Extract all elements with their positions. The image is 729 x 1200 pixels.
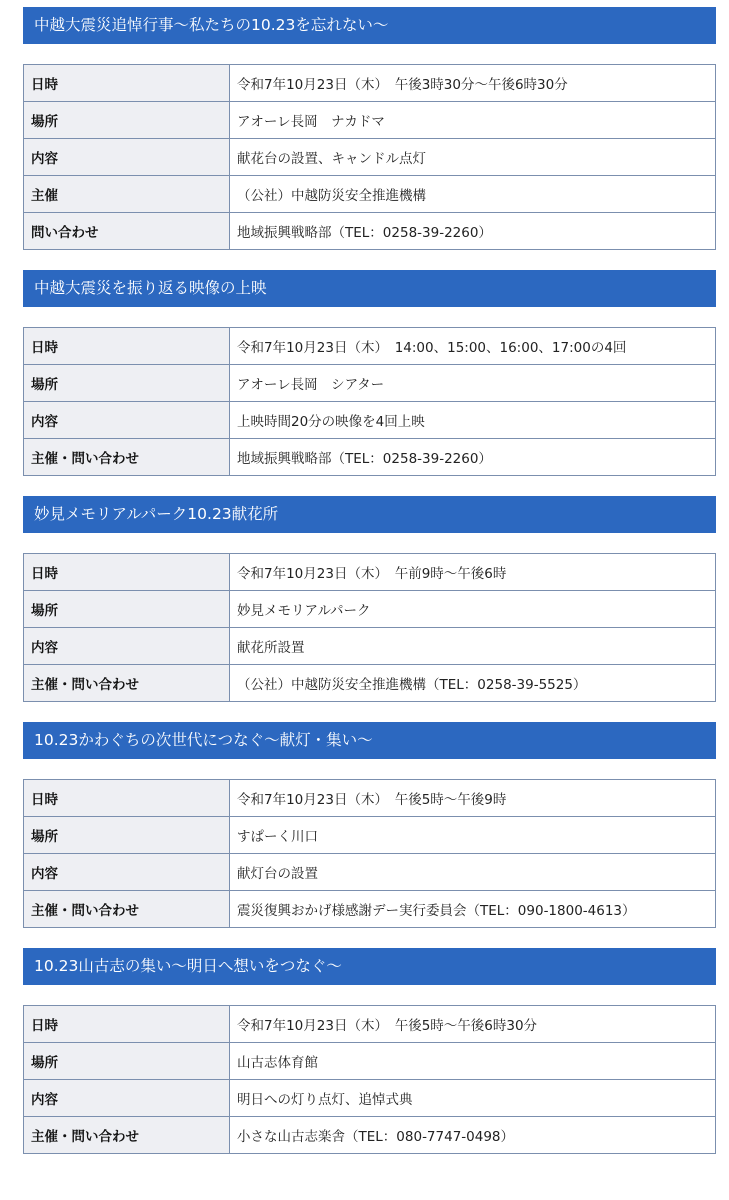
table-row	[24, 665, 716, 702]
table-row	[24, 139, 716, 176]
table-row	[24, 176, 716, 213]
event-section-screening	[23, 270, 716, 476]
section-heading: 妙見メモリアルパーク10.23献花所	[23, 496, 716, 533]
event-info-table	[23, 327, 716, 476]
row-label: 内容	[24, 402, 230, 439]
section-heading: 中越大震災追悼行事〜私たちの10.23を忘れない〜	[23, 7, 716, 44]
row-value: 令和7年10月23日（木） 午後5時〜午後9時	[230, 780, 716, 817]
row-value: アオーレ長岡 シアター	[230, 365, 716, 402]
row-value: 地域振興戦略部（TEL：0258-39-2260）	[230, 213, 716, 250]
row-value: アオーレ長岡 ナカドマ	[230, 102, 716, 139]
row-value: 令和7年10月23日（木） 午後5時〜午後6時30分	[230, 1006, 716, 1043]
row-label: 内容	[24, 139, 230, 176]
row-label: 日時	[24, 780, 230, 817]
table-row	[24, 213, 716, 250]
row-label: 場所	[24, 365, 230, 402]
table-row	[24, 328, 716, 365]
table-row	[24, 854, 716, 891]
table-row	[24, 817, 716, 854]
table-row	[24, 1043, 716, 1080]
row-value: 小さな山古志楽舎（TEL：080-7747-0498）	[230, 1117, 716, 1154]
row-value: 地域振興戦略部（TEL：0258-39-2260）	[230, 439, 716, 476]
row-value: 献灯台の設置	[230, 854, 716, 891]
section-heading: 10.23かわぐちの次世代につなぐ〜献灯・集い〜	[23, 722, 716, 759]
table-row	[24, 591, 716, 628]
row-label: 場所	[24, 1043, 230, 1080]
row-label: 問い合わせ	[24, 213, 230, 250]
table-row	[24, 365, 716, 402]
row-value: 令和7年10月23日（木） 午後3時30分〜午後6時30分	[230, 65, 716, 102]
row-label: 内容	[24, 628, 230, 665]
row-label: 内容	[24, 1080, 230, 1117]
event-info-table	[23, 779, 716, 928]
row-value: すぱーく川口	[230, 817, 716, 854]
table-row	[24, 1117, 716, 1154]
table-row	[24, 554, 716, 591]
table-row	[24, 102, 716, 139]
row-value: 令和7年10月23日（木） 午前9時〜午後6時	[230, 554, 716, 591]
event-info-table	[23, 1005, 716, 1154]
event-section-myoken	[23, 496, 716, 702]
table-row	[24, 402, 716, 439]
row-label: 場所	[24, 102, 230, 139]
row-value: （公社）中越防災安全推進機構（TEL：0258-39-5525）	[230, 665, 716, 702]
event-section-memorial	[23, 7, 716, 250]
row-value: 献花所設置	[230, 628, 716, 665]
row-label: 主催・問い合わせ	[24, 1117, 230, 1154]
table-row	[24, 780, 716, 817]
row-value: 令和7年10月23日（木） 14:00、15:00、16:00、17:00の4回	[230, 328, 716, 365]
table-row	[24, 439, 716, 476]
table-row	[24, 891, 716, 928]
event-info-table	[23, 553, 716, 702]
section-heading: 中越大震災を振り返る映像の上映	[23, 270, 716, 307]
row-value: 献花台の設置、キャンドル点灯	[230, 139, 716, 176]
event-section-yamakoshi	[23, 948, 716, 1154]
table-row	[24, 65, 716, 102]
row-label: 主催・問い合わせ	[24, 891, 230, 928]
row-label: 主催・問い合わせ	[24, 665, 230, 702]
row-value: 上映時間20分の映像を4回上映	[230, 402, 716, 439]
row-label: 主催・問い合わせ	[24, 439, 230, 476]
row-label: 日時	[24, 554, 230, 591]
row-value: 明日への灯り点灯、追悼式典	[230, 1080, 716, 1117]
row-label: 日時	[24, 1006, 230, 1043]
event-section-kawaguchi	[23, 722, 716, 928]
table-row	[24, 1006, 716, 1043]
table-row	[24, 628, 716, 665]
row-value: 山古志体育館	[230, 1043, 716, 1080]
row-label: 場所	[24, 817, 230, 854]
row-label: 日時	[24, 65, 230, 102]
row-value: （公社）中越防災安全推進機構	[230, 176, 716, 213]
row-label: 日時	[24, 328, 230, 365]
row-label: 内容	[24, 854, 230, 891]
row-label: 主催	[24, 176, 230, 213]
row-label: 場所	[24, 591, 230, 628]
table-row	[24, 1080, 716, 1117]
row-value: 妙見メモリアルパーク	[230, 591, 716, 628]
row-value: 震災復興おかげ様感謝デー実行委員会（TEL：090-1800-4613）	[230, 891, 716, 928]
event-info-table	[23, 64, 716, 250]
section-heading: 10.23山古志の集い〜明日へ想いをつなぐ〜	[23, 948, 716, 985]
